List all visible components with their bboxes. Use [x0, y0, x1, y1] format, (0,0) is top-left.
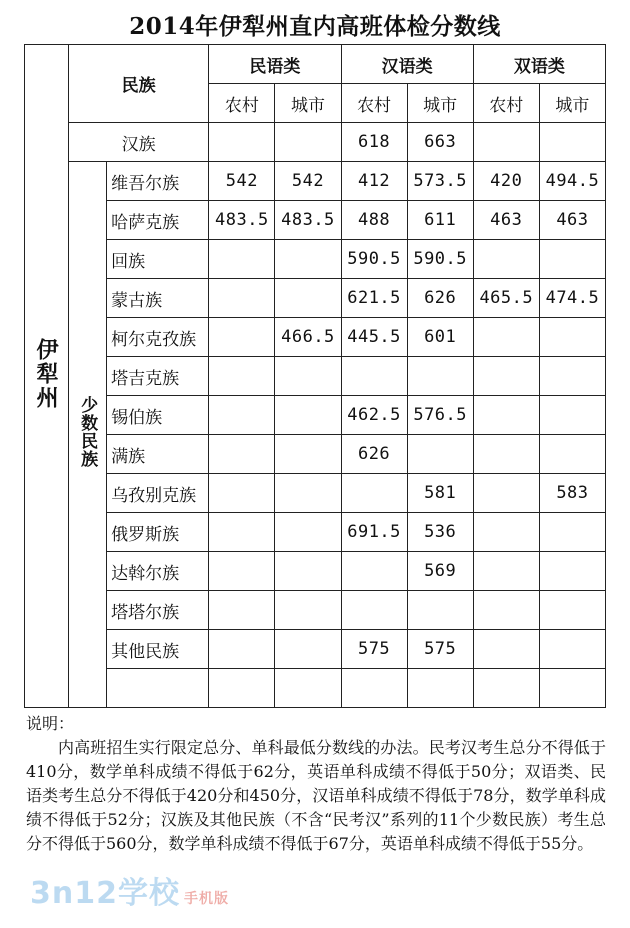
score-table [24, 44, 606, 708]
score-cell [275, 630, 341, 669]
table-row [25, 240, 606, 279]
score-cell [209, 357, 275, 396]
sub-header: 城市 [539, 84, 605, 123]
score-cell [473, 552, 539, 591]
region-text: 伊犁州 [33, 337, 60, 410]
ethnicity-name: 哈萨克族 [107, 201, 209, 240]
ethnicity-name: 塔塔尔族 [107, 591, 209, 630]
ethnicity-header: 民族 [69, 45, 209, 123]
score-cell: 462.5 [341, 396, 407, 435]
score-cell [275, 474, 341, 513]
score-cell: 465.5 [473, 279, 539, 318]
score-cell [209, 513, 275, 552]
score-cell: 601 [407, 318, 473, 357]
notes-label: 说明： [26, 714, 75, 733]
score-cell [209, 474, 275, 513]
score-cell: 691.5 [341, 513, 407, 552]
ethnicity-name: 回族 [107, 240, 209, 279]
ethnicity-name: 汉族 [69, 123, 209, 162]
score-cell: 575 [407, 630, 473, 669]
empty-cell [209, 669, 275, 708]
empty-cell [473, 669, 539, 708]
score-cell [473, 318, 539, 357]
score-cell [209, 435, 275, 474]
score-cell [341, 474, 407, 513]
score-cell: 542 [209, 162, 275, 201]
table-row [25, 396, 606, 435]
score-cell: 474.5 [539, 279, 605, 318]
table-row [25, 474, 606, 513]
score-cell: 463 [473, 201, 539, 240]
ethnicity-name: 锡伯族 [107, 396, 209, 435]
score-cell [275, 591, 341, 630]
score-cell [473, 435, 539, 474]
score-cell: 576.5 [407, 396, 473, 435]
score-cell: 618 [341, 123, 407, 162]
score-cell [209, 396, 275, 435]
empty-cell [539, 669, 605, 708]
score-cell [539, 513, 605, 552]
score-cell [473, 396, 539, 435]
score-cell: 590.5 [407, 240, 473, 279]
score-cell [275, 396, 341, 435]
score-cell: 542 [275, 162, 341, 201]
minority-label [69, 162, 107, 708]
score-cell: 483.5 [275, 201, 341, 240]
score-cell: 536 [407, 513, 473, 552]
score-cell: 581 [407, 474, 473, 513]
minority-text: 少数民族 [77, 396, 98, 468]
header-row-groups [25, 45, 606, 84]
score-cell: 621.5 [341, 279, 407, 318]
table-row [25, 591, 606, 630]
region-label [25, 45, 69, 708]
score-cell [407, 435, 473, 474]
ethnicity-name: 塔吉克族 [107, 357, 209, 396]
ethnicity-name: 其他民族 [107, 630, 209, 669]
table-row [25, 279, 606, 318]
table-row [25, 201, 606, 240]
score-cell [341, 552, 407, 591]
ethnicity-name: 维吾尔族 [107, 162, 209, 201]
watermark-main: 3n12学校 [30, 876, 180, 911]
score-cell [209, 279, 275, 318]
score-cell [275, 435, 341, 474]
score-cell: 488 [341, 201, 407, 240]
group-header: 民语类 [209, 45, 341, 84]
score-cell [275, 552, 341, 591]
score-cell [341, 357, 407, 396]
score-cell: 663 [407, 123, 473, 162]
score-cell [407, 357, 473, 396]
score-cell: 494.5 [539, 162, 605, 201]
sub-header: 城市 [275, 84, 341, 123]
score-cell [539, 318, 605, 357]
empty-cell [407, 669, 473, 708]
score-cell [473, 123, 539, 162]
score-cell [275, 123, 341, 162]
sub-header: 农村 [209, 84, 275, 123]
notes-body: 内高班招生实行限定总分、单科最低分数线的办法。民考汉考生总分不得低于410分，数学单科成绩不得低于62分，英语单科成绩不得低于50分；双语类、民语类考生总分不得低于420分和450分，汉语单科成绩不得低于78分，数学单科成绩不得低于52分；汉族及其他民族（不含“民考汉”系列的11个少数民族）考生总分不得低于560分，数学单科成绩不得低于67分，英语单科成绩不得低于55分。 [26, 738, 606, 853]
score-cell [539, 240, 605, 279]
ethnicity-name: 俄罗斯族 [107, 513, 209, 552]
score-cell: 583 [539, 474, 605, 513]
table-row [25, 123, 606, 162]
score-cell [539, 435, 605, 474]
score-cell: 590.5 [341, 240, 407, 279]
ethnicity-name: 乌孜别克族 [107, 474, 209, 513]
ethnicity-name: 柯尔克孜族 [107, 318, 209, 357]
score-cell [539, 552, 605, 591]
score-cell [209, 591, 275, 630]
score-cell [539, 396, 605, 435]
score-cell [539, 123, 605, 162]
table-row-blank [25, 669, 606, 708]
score-cell [275, 240, 341, 279]
sub-header: 城市 [407, 84, 473, 123]
notes [26, 712, 606, 856]
score-cell [473, 591, 539, 630]
ethnicity-name: 达斡尔族 [107, 552, 209, 591]
table-row [25, 552, 606, 591]
score-cell [275, 279, 341, 318]
table-row [25, 630, 606, 669]
score-cell [275, 357, 341, 396]
watermark-logo [30, 868, 229, 912]
score-cell [539, 630, 605, 669]
score-cell: 573.5 [407, 162, 473, 201]
score-cell: 569 [407, 552, 473, 591]
empty-cell [341, 669, 407, 708]
score-cell [275, 513, 341, 552]
score-cell [539, 357, 605, 396]
table-row [25, 513, 606, 552]
score-cell [209, 318, 275, 357]
score-cell: 611 [407, 201, 473, 240]
score-cell [341, 591, 407, 630]
score-cell: 412 [341, 162, 407, 201]
score-cell [209, 552, 275, 591]
table-row [25, 435, 606, 474]
score-cell: 420 [473, 162, 539, 201]
score-cell [209, 630, 275, 669]
table-row [25, 357, 606, 396]
score-cell [407, 591, 473, 630]
table-row [25, 318, 606, 357]
score-cell: 445.5 [341, 318, 407, 357]
score-cell: 463 [539, 201, 605, 240]
group-header: 双语类 [473, 45, 605, 84]
sub-header: 农村 [473, 84, 539, 123]
score-cell: 575 [341, 630, 407, 669]
score-cell [473, 474, 539, 513]
table-row [25, 162, 606, 201]
score-cell [473, 513, 539, 552]
score-cell: 466.5 [275, 318, 341, 357]
watermark-sub: 手机版 [183, 891, 229, 907]
group-header: 汉语类 [341, 45, 473, 84]
sub-header: 农村 [341, 84, 407, 123]
score-cell [209, 123, 275, 162]
score-cell: 483.5 [209, 201, 275, 240]
score-cell [473, 240, 539, 279]
score-cell [473, 357, 539, 396]
score-cell [539, 591, 605, 630]
empty-cell [275, 669, 341, 708]
empty-cell [107, 669, 209, 708]
score-cell: 626 [407, 279, 473, 318]
page-title: 2014年伊犁州直内高班体检分数线 [129, 13, 501, 40]
ethnicity-name: 蒙古族 [107, 279, 209, 318]
ethnicity-name: 满族 [107, 435, 209, 474]
score-cell: 626 [341, 435, 407, 474]
score-cell [473, 630, 539, 669]
score-cell [209, 240, 275, 279]
